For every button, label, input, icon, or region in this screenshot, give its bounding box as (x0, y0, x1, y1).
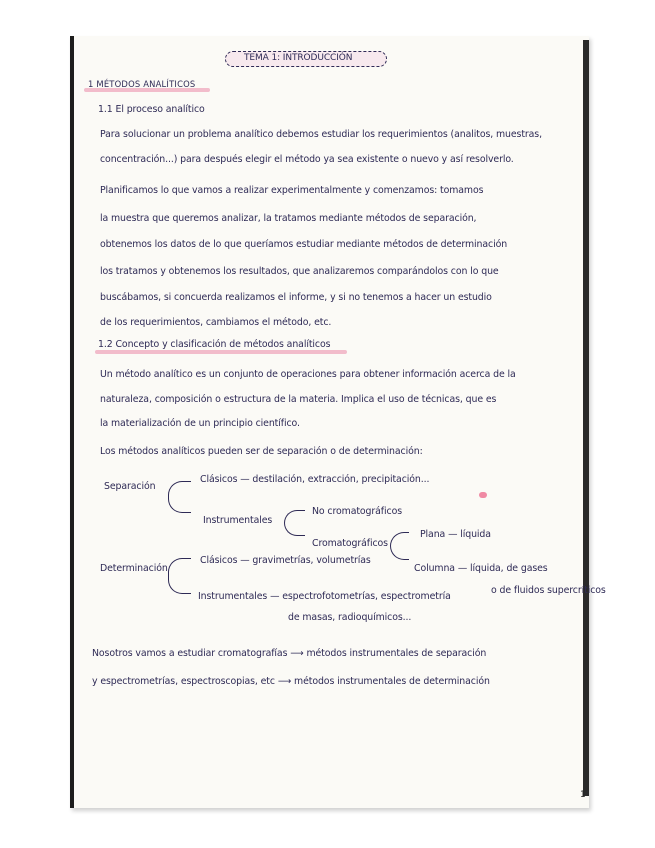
tree-det-clasicos: Clásicos — gravimetrías, volumetrías (200, 555, 371, 566)
final-line2: y espectrometrías, espectroscopias, etc ⟶ métodos instrumentales de determinación (92, 676, 490, 687)
page-number: 1 (580, 790, 586, 800)
brace-instrumentales (284, 510, 305, 536)
subheading-proceso: 1.1 El proceso analítico (98, 104, 205, 115)
highlighter-dot (479, 492, 487, 498)
para1-line2: concentración...) para después elegir el método ya sea existente o nuevo y así resolverlo. (100, 154, 514, 165)
tree-separacion: Separación (104, 481, 156, 492)
para1-line3: Planificamos lo que vamos a realizar experimentalmente y comenzamos: tomamos (100, 185, 484, 196)
para2-line1: Un método analítico es un conjunto de operaciones para obtener información acerca de la (100, 369, 516, 380)
para2-line3: la materialización de un principio científico. (100, 418, 300, 429)
brace-separacion (168, 481, 191, 513)
tree-det-instrumentales: Instrumentales — espectrofotometrías, espectrometría (198, 591, 451, 602)
page-title: TEMA 1: INTRODUCCIÓN (244, 53, 353, 63)
final-line1: Nosotros vamos a estudiar cromatografías ⟶ métodos instrumentales de separación (92, 648, 487, 659)
title-box (225, 51, 387, 67)
para1-line7: buscábamos, si concuerda realizamos el informe, y si no tenemos a hacer un estudio (100, 292, 492, 303)
tree-determinacion: Determinación (100, 563, 168, 574)
subheading-concepto: 1.2 Concepto y clasificación de métodos analíticos (98, 339, 331, 350)
para1-line5: obtenemos los datos de lo que queríamos estudiar mediante métodos de determinación (100, 239, 508, 250)
para1-line4: la muestra que queremos analizar, la tratamos mediante métodos de separación, (100, 213, 477, 224)
tree-det-instrumentales-2: de masas, radioquímicos... (288, 612, 412, 623)
brace-determinacion (168, 558, 191, 594)
page-edge (583, 40, 589, 796)
tree-no-cromato: No cromatográficos (312, 506, 402, 517)
para1-line6: los tratamos y obtenemos los resultados, que analizaremos comparándolos con lo que (100, 266, 499, 277)
tree-plana: Plana — líquida (420, 529, 491, 540)
tree-sep-instrumentales: Instrumentales (203, 515, 273, 526)
tree-columna-2: o de fluidos supercríticos (491, 585, 606, 596)
para1-line8: de los requerimientos, cambiamos el método, etc. (100, 317, 332, 328)
para2-line2: naturaleza, composición o estructura de la materia. Implica el uso de técnicas, que es (100, 394, 497, 405)
tree-columna: Columna — líquida, de gases (414, 563, 548, 574)
tree-cromato: Cromatográficos (312, 538, 388, 549)
para3: Los métodos analíticos pueden ser de separación o de determinación: (100, 446, 423, 457)
tree-sep-clasicos: Clásicos — destilación, extracción, precipitación... (200, 474, 430, 485)
subheading-highlight (95, 350, 347, 354)
section-heading: 1 MÉTODOS ANALÍTICOS (88, 79, 196, 89)
para1-line1: Para solucionar un problema analítico debemos estudiar los requerimientos (analitos, muestras, (100, 129, 542, 140)
